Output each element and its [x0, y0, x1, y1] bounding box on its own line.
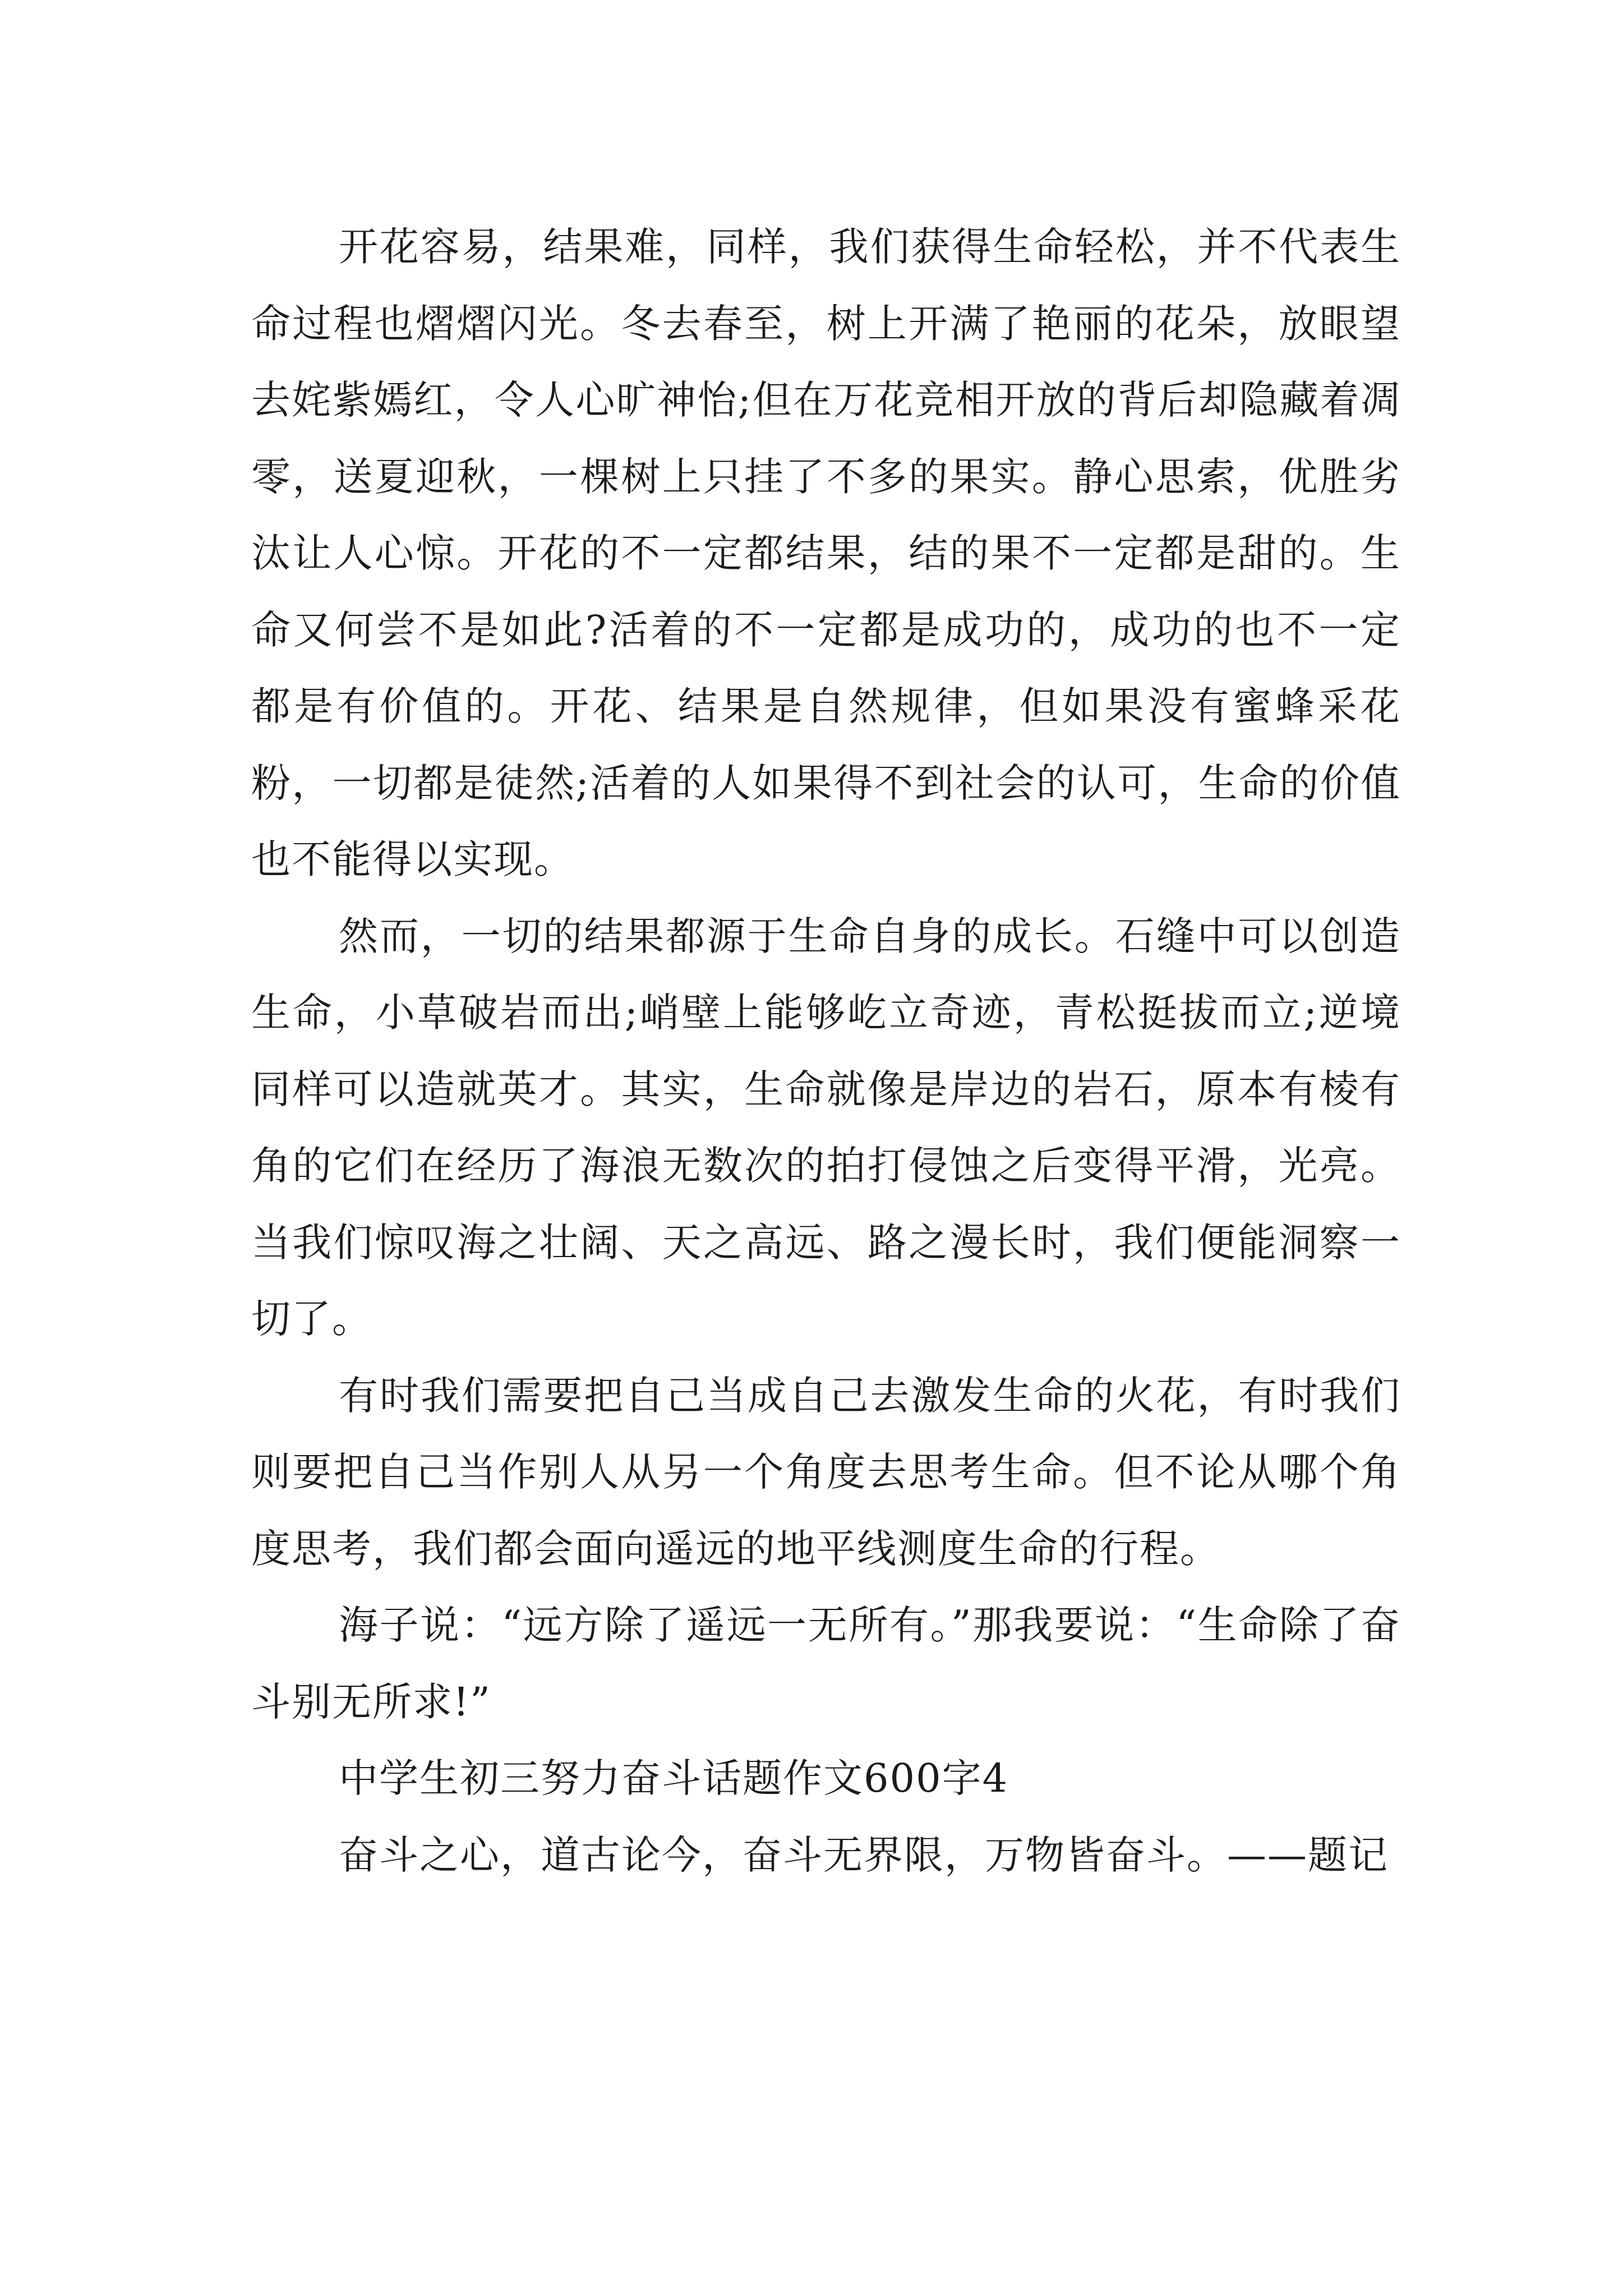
paragraph-growth: 然而，一切的结果都源于生命自身的成长。石缝中可以创造生命，小草破岩而出;峭壁上能够屹立奇迹，青松挺拔而立;逆境同样可以造就英才。其实，生命就像是岸边的岩石，原本有棱有角的它们在经历了海浪无数次的拍打侵蚀之后变得平滑，光亮。当我们惊叹海之壮阔、天之高远、路之漫长时，我们便能洞察一切了。 [251, 913, 1401, 1342]
document-body [251, 209, 1401, 1893]
epigraph: 奋斗之心，道古论今，奋斗无界限，万物皆奋斗。——题记 [339, 1832, 1389, 1878]
paragraph-perspective: 有时我们需要把自己当成自己去激发生命的火花，有时我们则要把自己当作别人从另一个角度去思考生命。但不论从哪个角度思考，我们都会面向遥远的地平线测度生命的行程。 [251, 1372, 1401, 1572]
paragraph-flowering-fruit: 开花容易，结果难，同样，我们获得生命轻松，并不代表生命过程也熠熠闪光。冬去春至，树上开满了艳丽的花朵，放眼望去姹紫嫣红，令人心旷神怡;但在万花竞相开放的背后却隐藏着凋零，送夏迎秋，一棵树上只挂了不多的果实。静心思索，优胜劣汰让人心惊。开花的不一定都结果，结的果不一定都是甜的。生命又何尝不是如此?活着的不一定都是成功的，成功的也不一定都是有价值的。开花、结果是自然规律，但如果没有蜜蜂采花粉，一切都是徒然;活着的人如果得不到社会的认可，生命的价值也不能得以实现。 [251, 224, 1401, 882]
paragraph-haizi-quote: 海子说：“远方除了遥远一无所有。”那我要说：“生命除了奋斗别无所求!” [251, 1602, 1401, 1725]
essay-title: 中学生初三努力奋斗话题作文600字4 [339, 1755, 1009, 1801]
